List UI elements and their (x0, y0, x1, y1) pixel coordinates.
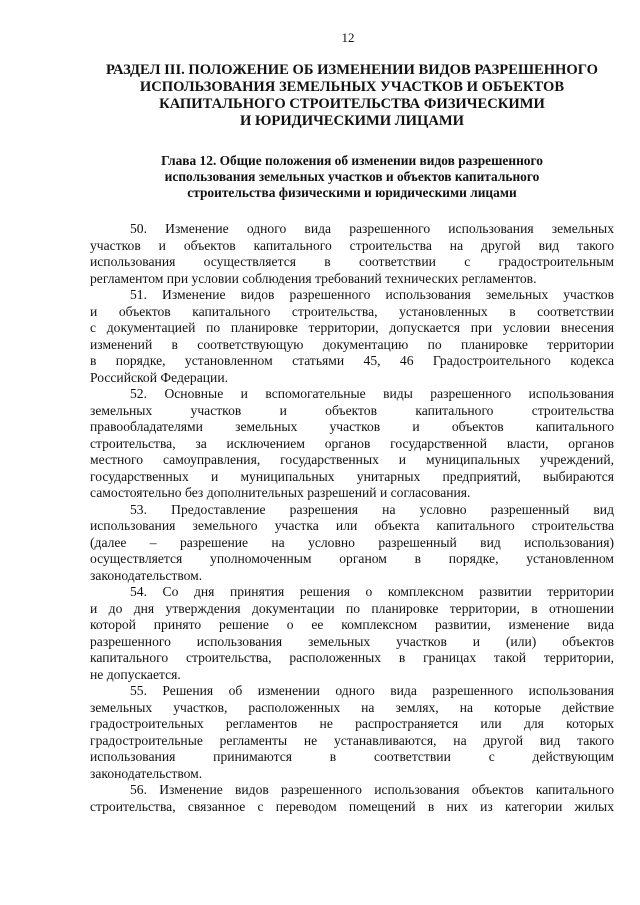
text-line: и до дня утверждения документации по планировке территории, в отношении (90, 600, 614, 616)
paragraph-53 (90, 502, 614, 585)
text-line: использования осуществляется в соответствии с градостроительным (90, 254, 614, 269)
text-line: 54. Со дня принятия решения о комплексном развитии территории (130, 584, 614, 599)
text-line: 52. Основные и вспомогательные виды разрешенного использования (130, 386, 614, 401)
section-title (90, 62, 614, 130)
text-line: 53. Предоставление разрешения на условно разрешенный вид (130, 501, 614, 517)
text-line: и объектов капитального строительства, установленных в соответствии (90, 303, 614, 319)
text-line: регламентом при условии соблюдения требований технических регламентов. (90, 270, 537, 286)
paragraph-51 (90, 287, 614, 386)
section-title-line: РАЗДЕЛ III. ПОЛОЖЕНИЕ ОБ ИЗМЕНЕНИИ ВИДОВ РАЗРЕШЕННОГО (105, 62, 599, 78)
text-line: участков и объектов капитального строительства на другой вид такого (90, 237, 614, 253)
text-line: Российской Федерации. (90, 369, 228, 385)
text-line: правообладателями земельных участков и объектов капитального (90, 419, 614, 434)
text-line: изменений в соответствующую документацию по планировке территории (90, 336, 614, 352)
text-line: земельных участков, расположенных на землях, на которые действие (90, 699, 614, 715)
page-number: 12 (341, 30, 355, 45)
body-text (90, 221, 614, 815)
chapter-title-line: Глава 12. Общие положения об изменении видов разрешенного (161, 153, 543, 168)
section-title-line: И ЮРИДИЧЕСКИМИ ЛИЦАМИ (239, 113, 465, 129)
text-line: строительства, за исключением органов государственной власти, органов (90, 435, 614, 451)
text-line: использования принимаются в соответствии с действующим (90, 749, 614, 764)
section-title-line: КАПИТАЛЬНОГО СТРОИТЕЛЬСТВА ФИЗИЧЕСКИМИ (159, 96, 545, 112)
paragraph-56 (90, 782, 614, 815)
text-line: 56. Изменение видов разрешенного использования объектов капитального (130, 782, 614, 797)
text-line: с документацией по планировке территории, допускается при условии внесения (90, 320, 614, 335)
text-line: не допускается. (90, 666, 181, 682)
section-title-line: ИСПОЛЬЗОВАНИЯ ЗЕМЕЛЬНЫХ УЧАСТКОВ И ОБЪЕКТОВ (139, 79, 565, 95)
text-line: самостоятельно без дополнительных разрешений и согласования. (90, 485, 471, 500)
text-line: градостроительных регламентов не распространяется или для которых (90, 716, 614, 731)
text-line: местного самоуправления, государственных и муниципальных учреждений, (90, 452, 614, 467)
text-line: государственных и муниципальных унитарных предприятий, выбираются (90, 468, 614, 484)
text-line: строительства, связанное с переводом помещений в них из категории жилых (90, 798, 614, 814)
text-line: 50. Изменение одного вида разрешенного использования земельных (130, 221, 614, 236)
text-line: капитального строительства, расположенных в границах такой территории, (90, 650, 614, 665)
chapter-title-line: использования земельных участков и объектов капитального (164, 169, 540, 184)
text-line: 51. Изменение видов разрешенного использования земельных участков (130, 287, 614, 302)
text-line: земельных участков и объектов капитального строительства (90, 402, 614, 418)
chapter-title (90, 153, 614, 201)
text-line: использования земельного участка или объекта капитального строительства (90, 518, 614, 533)
text-line: которой принято решение о ее комплексном развитии, изменение вида (90, 617, 614, 632)
text-line: законодательством. (90, 765, 203, 781)
text-line: законодательством. (90, 567, 203, 583)
text-line: в порядке, установленном статьями 45, 46 Градостроительного кодекса (90, 353, 614, 368)
paragraph-52 (90, 386, 614, 502)
text-line: (далее – разрешение на условно разрешенный вид использования) (90, 534, 614, 550)
paragraph-55 (90, 683, 614, 782)
text-line: разрешенного использования земельных участков и (или) объектов (90, 633, 614, 649)
text-line: 55. Решения об изменении одного вида разрешенного использования (130, 683, 614, 698)
paragraph-54 (90, 584, 614, 683)
paragraph-50 (90, 221, 614, 287)
text-line: осуществляется уполномоченным органом в порядке, установленном (90, 551, 614, 566)
text-line: градостроительные регламенты не устанавливаются, на другой вид такого (90, 732, 614, 748)
chapter-title-line: строительства физическими и юридическими лицами (187, 185, 517, 200)
